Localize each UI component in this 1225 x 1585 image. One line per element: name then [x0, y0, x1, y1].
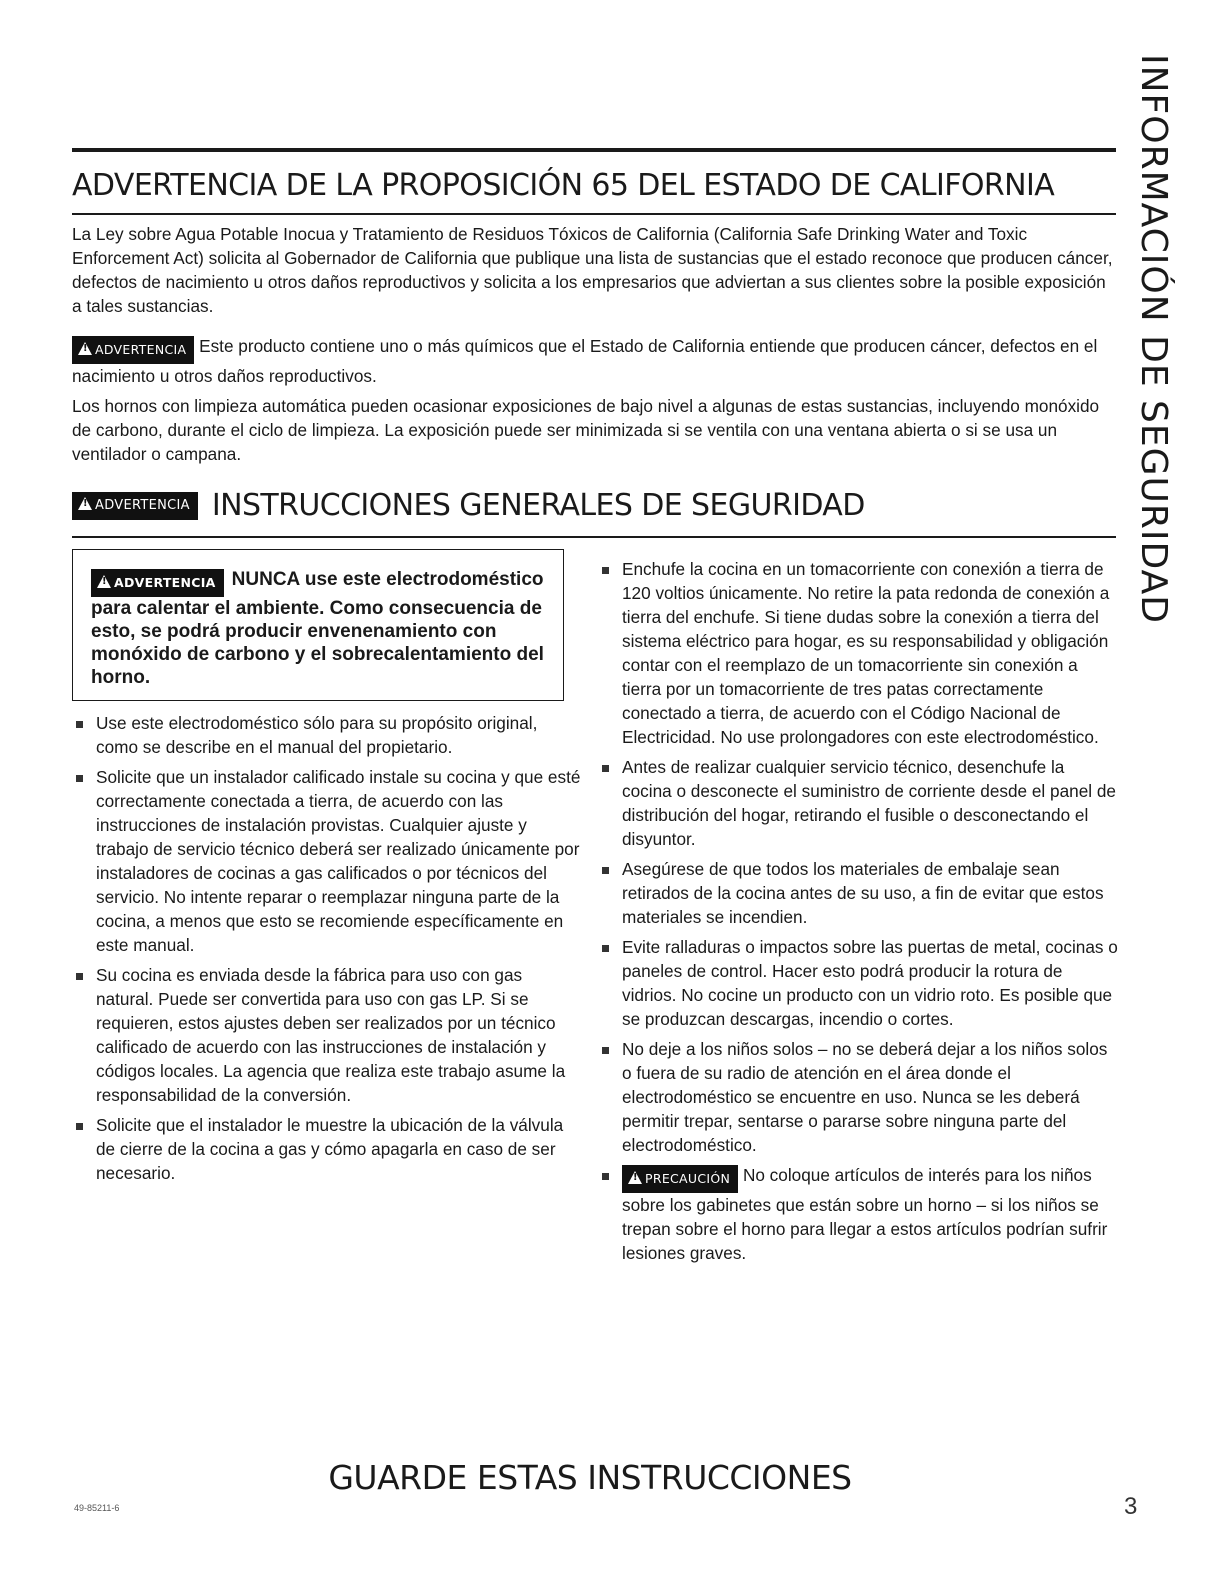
caution-text: No coloque artículos de interés para los niños sobre los gabinetes que están sobre un horno – si los niños se trepan sobre el horno para llegar a estos artículos podrían sufrir lesiones graves.	[622, 1165, 1108, 1263]
general-rule	[72, 536, 1116, 538]
prop65-intro: La Ley sobre Agua Potable Inocua y Tratamiento de Residuos Tóxicos de California (California Safe Drinking Water and Toxic Enforcement Act) solicita al Gobernador de California que publique una lista de sustancias que el estado reconoce que producen cáncer, defectos de nacimiento u otros daños reproductivos y solicita a los empresarios que adviertan a sus clientes sobre la posible exposición a tales sustancias.	[72, 224, 1113, 316]
prop65-rule	[72, 213, 1116, 215]
right-instructions-list	[598, 557, 1118, 1271]
heating-warning-box	[72, 549, 564, 701]
list-item: Enchufe la cocina en un tomacorriente con conexión a tierra de 120 voltios únicamente. No retire la pata redonda de conexión a tierra del enchufe. Si tiene dudas sobre la conexión a tierra del sistema eléctrico para hogar, es su responsabilidad y obligación contar con el reemplazo de un tomacorriente sin conexión a tierra por un tomacorriente de tres patas correctamente conectado a tierra, de acuerdo con el Código Nacional de Electricidad. No use prolongadores con este electrodoméstico.	[598, 557, 1118, 749]
list-item: Antes de realizar cualquier servicio técnico, desenchufe la cocina o desconecte el suministro de corriente desde el panel de distribución del hogar, retirando el fusible o desconectando el disyuntor.	[598, 755, 1118, 851]
warning-triangle-icon	[97, 575, 111, 588]
prop65-warning-text: Este producto contiene uno o más químicos que el Estado de California entiende que producen cáncer, defectos en el nacimiento u otros daños reproductivos.	[72, 336, 1098, 386]
top-rule	[72, 148, 1116, 152]
prop65-warning	[72, 334, 1116, 388]
list-item: Su cocina es enviada desde la fábrica para uso con gas natural. Puede ser convertida para uso con gas LP. Si se requieren, estos ajustes deben ser realizados por un técnico calificado de acuerdo con las instrucciones de instalación y códigos locales. La agencia que realiza este trabajo asume la responsabilidad de la conversión.	[72, 963, 582, 1107]
page-number: 3	[1124, 1493, 1138, 1520]
footer-title: GUARDE ESTAS INSTRUCCIONES	[328, 1458, 852, 1497]
box-warning-badge: !ADVERTENCIA	[91, 569, 224, 597]
side-tab	[1128, 54, 1178, 634]
warning-badge: !ADVERTENCIA	[72, 336, 194, 364]
list-item: Asegúrese de que todos los materiales de embalaje sean retirados de la cocina antes de su uso, a fin de evitar que estos materiales se incendien.	[598, 857, 1118, 929]
caution-list-item	[598, 1163, 1118, 1265]
side-tab-label: INFORMACIÓN DE SEGURIDAD	[1133, 54, 1174, 624]
general-title: INSTRUCCIONES GENERALES DE SEGURIDAD	[211, 488, 865, 523]
general-title-line	[72, 486, 1122, 526]
list-item: Solicite que un instalador calificado instale su cocina y que esté correctamente conectada a tierra, de acuerdo con las instrucciones de instalación provistas. Cualquier ajuste y trabajo de servicio técnico deberá ser realizado únicamente por instaladores de cocinas a gas calificados o por técnicos del servicio. No intente reparar o reemplazar ninguna parte de la cocina, a menos que esto se recomiende específicamente en este manual.	[72, 765, 582, 957]
box-warning-text: NUNCA use este electrodoméstico para calentar el ambiente. Como consecuencia de esto, se podrá producir envenenamiento con monóxido de carbono y el sobrecalentamiento del horno.	[91, 569, 544, 688]
list-item: Solicite que el instalador le muestre la ubicación de la válvula de cierre de la cocina a gas y cómo apagarla en caso de ser necesario.	[72, 1113, 582, 1185]
caution-badge: !PRECAUCIÓN	[622, 1165, 738, 1193]
prop65-ovens: Los hornos con limpieza automática pueden ocasionar exposiciones de bajo nivel a algunas de estas sustancias, incluyendo monóxido de carbono, durante el ciclo de limpieza. La exposición puede ser minimizada si se ventila con una ventana abierta o si se usa un ventilador o campana.	[72, 396, 1100, 464]
list-item: No deje a los niños solos – no se deberá dejar a los niños solos o fuera de su radio de atención en el área donde el electrodoméstico se encuentre en uso. Nunca se les deberá permitir trepar, sentarse o pararse sobre ninguna parte del electrodoméstico.	[598, 1037, 1118, 1157]
general-warning-badge: !ADVERTENCIA	[72, 492, 198, 520]
warning-triangle-icon	[78, 342, 92, 355]
list-item: Evite ralladuras o impactos sobre las puertas de metal, cocinas o paneles de control. Hacer esto podrá producir la rotura de vidrios. No cocine un producto con un vidrio roto. Es posible que se produzcan descargas, incendio o cortes.	[598, 935, 1118, 1031]
left-instructions-list	[72, 711, 582, 1191]
caution-triangle-icon	[628, 1171, 642, 1184]
warning-triangle-icon	[78, 497, 92, 510]
doc-code: 49-85211-6	[74, 1503, 120, 1513]
prop65-title: ADVERTENCIA DE LA PROPOSICIÓN 65 DEL ESTADO DE CALIFORNIA	[72, 168, 1055, 203]
list-item: Use este electrodoméstico sólo para su propósito original, como se describe en el manual del propietario.	[72, 711, 582, 759]
